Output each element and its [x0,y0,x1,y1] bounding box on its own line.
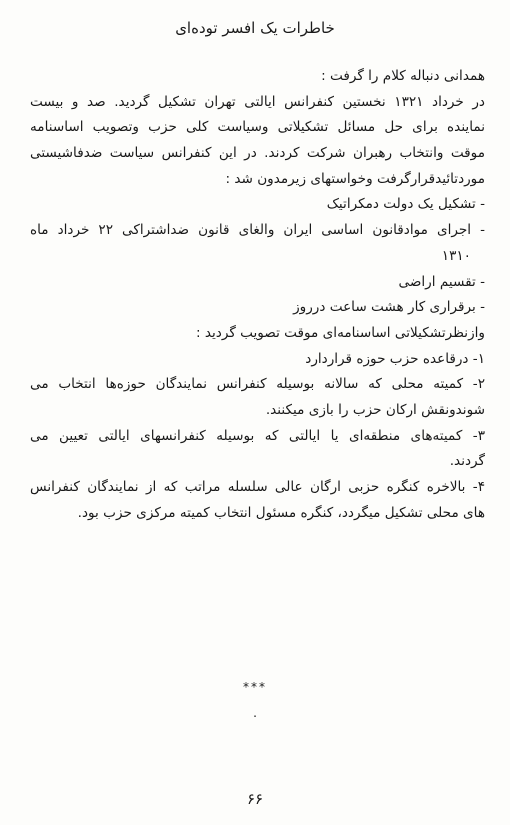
list-item: - تشکیل یک دولت دمکراتیک [326,196,485,213]
list-item: - تقسیم اراضی [398,273,485,290]
body-text [30,66,485,528]
separator-dot: . [253,706,257,720]
list-item-continuation: ۱۳۱۰ [441,247,471,264]
list-item: ۳- کمیته‌های منطقه‌ای یا ایالتی که بوسیله کنفرانسهای ایالتی تعیین می [30,427,485,444]
page-number: ۶۶ [246,790,264,808]
list-item: - اجرای موادقانون اساسی ایران والغای قانون ضداشتراکی ۲۲ خرداد ماه [30,222,485,239]
section-separator: *** [243,680,267,694]
list-item-continuation: شوندونقش ارکان حزب را بازی میکنند. [265,401,485,418]
body-line: وازنظرتشکیلاتی اساسنامه‌ای موقت تصویب گردید : [195,324,485,341]
body-line: موقت وانتخاب رهبران شرکت کردند. در این کنفرانس سیاست ضدفاشیستی [30,145,485,162]
list-item-continuation: های محلی تشکیل میگردد، کنگره مسئول انتخاب کمیته مرکزی حزب بود. [77,504,485,521]
body-line: نماینده برای حل مسائل تشکیلاتی وسیاست کلی حزب وتصویب اساسنامه [30,119,485,136]
list-item: ۲- کمیته محلی که سالانه بوسیله کنفرانس نمایندگان حوزه‌ها انتخاب می [30,376,485,393]
list-item-continuation: گردند. [449,453,485,470]
list-item: ۱- درقاعده حزب حوزه قراردارد [305,350,485,367]
list-item: ۴- بالاخره کنگره حزبی ارگان عالی سلسله مراتب که از نمایندگان کنفرانس [30,479,485,495]
running-head: خاطرات یک افسر توده‌ای [175,19,335,37]
body-line: موردتائیدقرارگرفت وخواستهای زیرمدون شد : [225,170,485,187]
list-item: - برقراری کار هشت ساعت درروز [293,299,485,316]
body-line: در خرداد ۱۳۲۱ نخستین کنفرانس ایالتی تهران تشکیل گردید. صد و بیست [30,93,485,110]
body-line: همدانی دنباله کلام را گرفت : [321,68,485,84]
